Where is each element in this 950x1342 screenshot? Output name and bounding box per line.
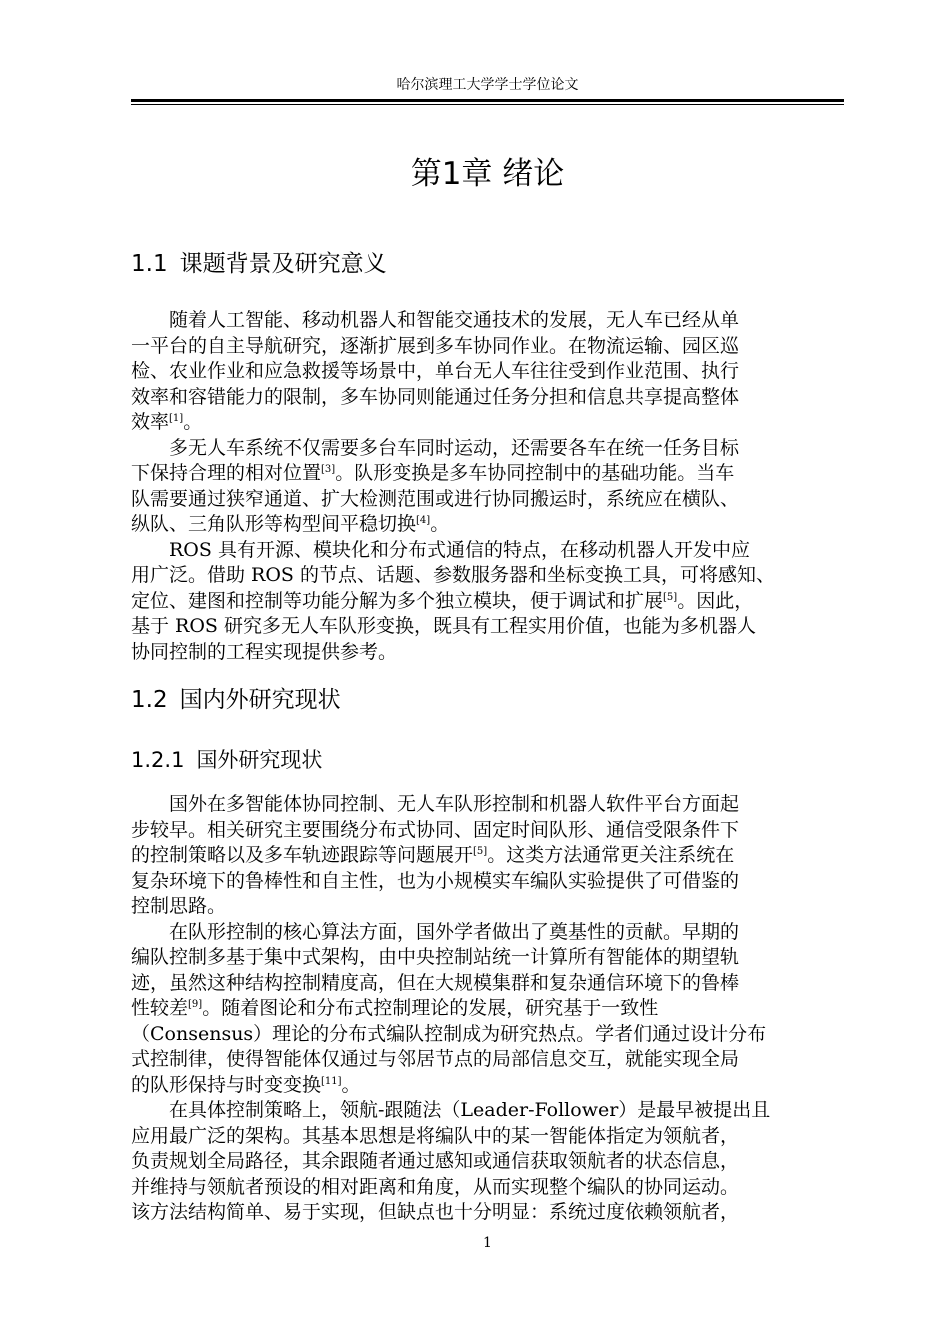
text-line: 在队形控制的核心算法方面，国外学者做出了奠基性的贡献。早期的 xyxy=(169,920,740,943)
section-number: 1.2.1 xyxy=(131,748,185,772)
running-header: 哈尔滨理工大学学士学位论文 xyxy=(396,77,579,93)
citation: [5] xyxy=(663,591,678,603)
paragraph-foreign-overview xyxy=(131,792,844,920)
text-run: 性较差 xyxy=(131,997,189,1019)
text-line: 效率和容错能力的限制，多车协同则能通过任务分担和信息共享提高整体 xyxy=(131,385,740,408)
header-rule-thick xyxy=(131,99,844,102)
text-run: 。 xyxy=(183,411,203,433)
text-line: 负责规划全局路径，其余跟随者通过感知或通信获取领航者的状态信息， xyxy=(131,1150,740,1172)
text-line xyxy=(131,512,844,538)
text-line: 复杂环境下的鲁棒性和自主性，也为小规模实车编队实验提供了可借鉴的 xyxy=(131,869,740,892)
text-line: 国外在多智能体协同控制、无人车队形控制和机器人软件平台方面起 xyxy=(169,793,740,815)
paragraph-core-algorithms xyxy=(131,920,844,1099)
paragraph-background xyxy=(131,308,844,436)
text-run: 。这类方法通常更关注系统在 xyxy=(487,844,735,866)
section-number: 1.1 xyxy=(131,251,168,277)
section-heading-1-2-1 xyxy=(131,745,322,775)
citation: [1] xyxy=(169,413,184,424)
paragraph-multi-vehicle xyxy=(131,436,844,538)
section-title: 课题背景及研究意义 xyxy=(179,251,387,277)
section-heading-1-1 xyxy=(131,248,387,280)
text-line: 该方法结构简单、易于实现，但缺点也十分明显：系统过度依赖领航者， xyxy=(131,1201,740,1223)
section-title: 国内外研究现状 xyxy=(179,687,341,713)
text-line: 协同控制的工程实现提供参考。 xyxy=(131,640,398,663)
text-run: 。随着图论和分布式控制理论的发展，研究基于一致性 xyxy=(202,997,659,1019)
text-line: ROS 具有开源、模块化和分布式通信的特点，在移动机器人开发中应 xyxy=(169,538,750,561)
text-line: 式控制律，使得智能体仅通过与邻居节点的局部信息交互，就能实现全局 xyxy=(131,1048,740,1070)
text-line: 一平台的自主导航研究，逐渐扩展到多车协同作业。在物流运输、园区巡 xyxy=(131,334,740,357)
section-title: 国外研究现状 xyxy=(196,748,323,772)
citation: [5] xyxy=(473,846,488,857)
text-line: （Consensus）理论的分布式编队控制成为研究热点。学者们通过设计分布 xyxy=(131,1022,767,1045)
paragraph-ros xyxy=(131,538,844,666)
text-run: 纵队、三角队形等构型间平稳切换 xyxy=(131,513,417,535)
text-run: 的队形保持与时变变换 xyxy=(131,1073,322,1096)
text-line: 基于 ROS 研究多无人车队形变换，既具有工程实用价值，也能为多机器人 xyxy=(131,615,756,637)
text-run: 。 xyxy=(430,513,450,535)
section-heading-1-2 xyxy=(131,684,341,716)
text-line: 队需要通过狭窄通道、扩大检测范围或进行协同搬运时，系统应在横队、 xyxy=(131,487,740,510)
text-line: 检、农业作业和应急救援等场景中，单台无人车往往受到作业范围、执行 xyxy=(131,360,740,382)
citation: [11] xyxy=(321,1075,342,1087)
text-line xyxy=(131,996,844,1022)
text-run: 。 xyxy=(341,1073,361,1096)
citation: [4] xyxy=(416,515,431,526)
text-line xyxy=(131,461,844,487)
text-run: 。因此， xyxy=(677,589,754,612)
text-run: 。队形变换是多车协同控制中的基础功能。当车 xyxy=(335,462,735,484)
text-line xyxy=(131,589,844,615)
text-line xyxy=(131,843,844,869)
text-line: 编队控制多基于集中式架构，由中央控制站统一计算所有智能体的期望轨 xyxy=(131,946,740,968)
text-line: 并维持与领航者预设的相对距离和角度，从而实现整个编队的协同运动。 xyxy=(131,1175,740,1198)
text-line xyxy=(131,1073,844,1099)
header-rule-thin xyxy=(131,104,844,105)
text-line: 步较早。相关研究主要围绕分布式协同、固定时间队形、通信受限条件下 xyxy=(131,818,740,841)
page-number: 1 xyxy=(483,1235,492,1251)
citation: [3] xyxy=(321,464,336,475)
text-line: 用广泛。借助 ROS 的节点、话题、参数服务器和坐标变换工具，可将感知、 xyxy=(131,564,775,586)
section-number: 1.2 xyxy=(131,687,168,713)
body-text-1-2-1 xyxy=(131,792,844,1226)
citation: [9] xyxy=(188,999,203,1010)
text-run: 定位、建图和控制等功能分解为多个独立模块，便于调试和扩展 xyxy=(131,589,664,612)
text-line: 随着人工智能、移动机器人和智能交通技术的发展，无人车已经从单 xyxy=(169,309,740,331)
text-line xyxy=(131,410,844,436)
text-line: 迹，虽然这种结构控制精度高，但在大规模集群和复杂通信环境下的鲁棒 xyxy=(131,971,740,994)
text-run: 效率 xyxy=(131,411,170,433)
body-text-1-1 xyxy=(131,308,844,665)
text-run: 下保持合理的相对位置 xyxy=(131,462,322,484)
text-line: 多无人车系统不仅需要多台车同时运动，还需要各车在统一任务目标 xyxy=(169,436,740,459)
text-line: 应用最广泛的架构。其基本思想是将编队中的某一智能体指定为领航者， xyxy=(131,1124,740,1147)
paragraph-leader-follower xyxy=(131,1098,844,1226)
text-line: 控制思路。 xyxy=(131,895,227,917)
text-run: 的控制策略以及多车轨迹跟踪等问题展开 xyxy=(131,844,474,866)
text-line: 在具体控制策略上，领航-跟随法（Leader-Follower）是最早被提出且 xyxy=(169,1099,771,1121)
chapter-title: 第1章 绪论 xyxy=(410,156,565,192)
